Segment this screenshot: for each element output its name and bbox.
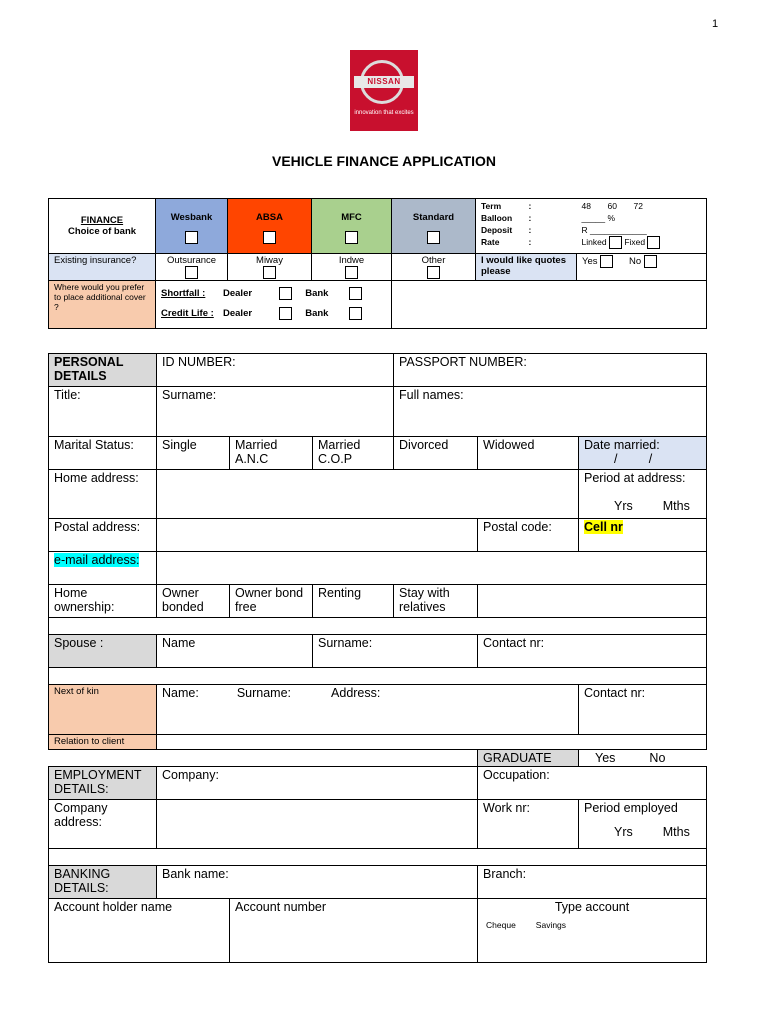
- credit-dealer-checkbox[interactable]: [279, 307, 292, 320]
- yrs-label: Yrs: [614, 825, 633, 839]
- dealer-label: Dealer: [223, 308, 253, 319]
- next-of-kin-field[interactable]: [157, 685, 579, 735]
- term-label: Term: [481, 201, 502, 211]
- finance-label-cell: [49, 199, 156, 254]
- surname-label: Surname:: [162, 388, 217, 402]
- application-form: [48, 353, 707, 963]
- id-number-label: ID NUMBER:: [162, 355, 236, 369]
- period-at-address-field[interactable]: [579, 470, 707, 519]
- bank-label: Standard: [412, 212, 455, 223]
- work-nr-label: Work nr:: [483, 801, 531, 815]
- existing-insurance-label: Existing insurance?: [49, 254, 156, 281]
- shortfall-bank-checkbox[interactable]: [349, 287, 362, 300]
- yes-label: Yes: [582, 256, 598, 268]
- no-label: No: [628, 256, 642, 268]
- ownership-blank[interactable]: [478, 585, 707, 618]
- relation-to-client-label: Relation to client: [49, 735, 157, 750]
- spouse-name-label: Name: [162, 636, 196, 650]
- ownership-renting[interactable]: Renting: [313, 585, 394, 618]
- postal-code-field[interactable]: [478, 519, 579, 552]
- id-number-field[interactable]: [157, 354, 394, 387]
- colon: :: [528, 201, 532, 211]
- spacer-row: [49, 618, 707, 635]
- full-names-label: Full names:: [399, 388, 464, 402]
- postal-address-label: Postal address:: [49, 519, 157, 552]
- graduate-no[interactable]: No: [649, 751, 666, 765]
- date-married-label: Date married:: [584, 438, 660, 452]
- shortfall-dealer-checkbox[interactable]: [279, 287, 292, 300]
- colon: :: [528, 213, 532, 223]
- balloon-value[interactable]: _____ %: [581, 213, 616, 223]
- terms-labels: [476, 199, 577, 254]
- nok-surname-label: Surname:: [236, 686, 292, 700]
- credit-bank-checkbox[interactable]: [349, 307, 362, 320]
- bank-option-wesbank[interactable]: [156, 199, 228, 254]
- bank-label: Bank: [305, 308, 329, 319]
- bank-option-standard[interactable]: [392, 199, 476, 254]
- outsurance-checkbox[interactable]: [185, 266, 198, 279]
- marital-widowed[interactable]: Widowed: [478, 437, 579, 470]
- quotes-options: [577, 254, 707, 281]
- insurer-other[interactable]: [392, 254, 476, 281]
- period-employed-label: Period employed: [584, 801, 678, 815]
- logo-brand: NISSAN: [354, 76, 414, 88]
- marital-married-cop[interactable]: Married C.O.P: [313, 437, 394, 470]
- terms-values: [577, 199, 707, 254]
- graduate-yes[interactable]: Yes: [595, 751, 616, 765]
- account-number-label: Account number: [235, 900, 327, 914]
- credit-life-label: Credit Life :: [161, 308, 214, 319]
- wesbank-checkbox[interactable]: [185, 231, 198, 244]
- finance-label: FINANCE: [80, 215, 124, 226]
- mths-label: Mths: [662, 825, 690, 839]
- quotes-yes-checkbox[interactable]: [600, 255, 613, 268]
- surname-field[interactable]: [157, 387, 394, 437]
- nok-contact-label: Contact nr:: [584, 686, 646, 700]
- rate-fixed-label: Fixed: [624, 237, 646, 247]
- company-field[interactable]: [157, 767, 478, 800]
- nok-address-label: Address:: [331, 686, 381, 700]
- indwe-checkbox[interactable]: [345, 266, 358, 279]
- account-number-field[interactable]: [230, 899, 478, 963]
- absa-checkbox[interactable]: [263, 231, 276, 244]
- shortfall-label: Shortfall :: [161, 288, 206, 299]
- next-of-kin-label: Next of kin: [49, 685, 157, 735]
- type-account-field[interactable]: [478, 899, 707, 963]
- home-address-label: Home address:: [49, 470, 157, 519]
- fixed-checkbox[interactable]: [647, 236, 660, 249]
- work-nr-field[interactable]: [478, 800, 579, 849]
- cover-blank[interactable]: [392, 281, 707, 329]
- cover-question: Where would you prefer to place additional cover ?: [49, 281, 156, 329]
- period-employed-field[interactable]: [579, 800, 707, 849]
- bank-label: Bank: [305, 288, 329, 299]
- ownership-owner-bonded[interactable]: Owner bonded: [157, 585, 230, 618]
- insurer-label: Miway: [256, 255, 283, 266]
- dealer-label: Dealer: [223, 288, 253, 299]
- graduate-gap: [49, 750, 478, 767]
- period-at-address-label: Period at address:: [584, 471, 686, 485]
- company-address-label: Company address:: [49, 800, 157, 849]
- deposit-value[interactable]: R ____________: [581, 225, 647, 235]
- graduate-label: GRADUATE: [478, 750, 579, 767]
- occupation-field[interactable]: [478, 767, 707, 800]
- full-names-field[interactable]: [394, 387, 707, 437]
- ownership-stay-with-relatives[interactable]: Stay with relatives: [394, 585, 478, 618]
- colon: :: [528, 237, 532, 247]
- spouse-contact-field[interactable]: [478, 635, 707, 668]
- bank-name-field[interactable]: [157, 866, 478, 899]
- rate-label: Rate: [481, 237, 500, 247]
- quotes-label: I would like quotes please: [476, 254, 577, 281]
- bank-label: MFC: [341, 212, 362, 223]
- company-label: Company:: [162, 768, 219, 782]
- deposit-label: Deposit: [481, 225, 513, 235]
- nok-name-label: Name:: [162, 686, 199, 700]
- spouse-label: Spouse :: [49, 635, 157, 668]
- spouse-name-field[interactable]: [157, 635, 313, 668]
- bank-name-label: Bank name:: [162, 867, 229, 881]
- quotes-no-checkbox[interactable]: [644, 255, 657, 268]
- linked-checkbox[interactable]: [609, 236, 622, 249]
- date-married-field[interactable]: [579, 437, 707, 470]
- term-values[interactable]: 48 60 72: [581, 201, 643, 211]
- spouse-surname-label: Surname:: [318, 636, 373, 650]
- passport-number-label: PASSPORT NUMBER:: [399, 355, 527, 369]
- home-ownership-label: Home ownership:: [49, 585, 157, 618]
- insurer-label: Indwe: [338, 255, 365, 266]
- ownership-owner-bond-free[interactable]: Owner bond free: [230, 585, 313, 618]
- banking-details-header: BANKING DETAILS:: [49, 866, 157, 899]
- insurer-label: Other: [421, 255, 446, 266]
- page-number: 1: [712, 18, 719, 30]
- marital-single[interactable]: Single: [157, 437, 230, 470]
- email-field[interactable]: [157, 552, 707, 585]
- nissan-logo: [350, 50, 418, 131]
- finance-table: [48, 198, 707, 329]
- title-field[interactable]: [49, 387, 157, 437]
- graduate-options[interactable]: [579, 750, 707, 767]
- email-label-cell: [49, 552, 157, 585]
- mfc-checkbox[interactable]: [345, 231, 358, 244]
- company-address-field[interactable]: [157, 800, 478, 849]
- page-title: VEHICLE FINANCE APPLICATION: [271, 153, 496, 169]
- passport-number-field[interactable]: [394, 354, 707, 387]
- bank-label: Wesbank: [170, 212, 213, 223]
- bank-label: ABSA: [256, 212, 283, 223]
- yrs-label: Yrs: [614, 499, 633, 513]
- rate-linked-label: Linked: [581, 237, 607, 247]
- bank-option-mfc[interactable]: [312, 199, 392, 254]
- branch-field[interactable]: [478, 866, 707, 899]
- type-account-label: Type account: [554, 900, 630, 914]
- nok-contact-field[interactable]: [579, 685, 707, 735]
- branch-label: Branch:: [483, 867, 527, 881]
- insurer-label: Outsurance: [166, 255, 217, 266]
- marital-divorced[interactable]: Divorced: [394, 437, 478, 470]
- cheque-option[interactable]: Cheque: [486, 920, 516, 930]
- spouse-surname-field[interactable]: [313, 635, 478, 668]
- colon: :: [528, 225, 532, 235]
- account-holder-label: Account holder name: [54, 900, 173, 914]
- balloon-label: Balloon: [481, 213, 513, 223]
- logo-tagline: innovation that excites: [354, 110, 414, 116]
- marital-married-anc[interactable]: Married A.N.C: [230, 437, 313, 470]
- spouse-contact-label: Contact nr:: [483, 636, 545, 650]
- finance-sublabel: Choice of bank: [67, 226, 137, 237]
- relation-to-client-field[interactable]: [157, 735, 707, 750]
- postal-code-label: Postal code:: [483, 520, 552, 534]
- other-checkbox[interactable]: [427, 266, 440, 279]
- cover-options: [156, 281, 392, 329]
- marital-status-label: Marital Status:: [49, 437, 157, 470]
- bank-option-absa[interactable]: [228, 199, 312, 254]
- postal-address-field[interactable]: [157, 519, 478, 552]
- miway-checkbox[interactable]: [263, 266, 276, 279]
- standard-checkbox[interactable]: [427, 231, 440, 244]
- savings-option[interactable]: Savings: [535, 920, 567, 930]
- cell-nr-field[interactable]: [579, 519, 707, 552]
- spacer-row: [49, 668, 707, 685]
- insurer-outsurance[interactable]: [156, 254, 228, 281]
- account-holder-field[interactable]: [49, 899, 230, 963]
- personal-details-header: PERSONAL DETAILS: [49, 354, 157, 387]
- spacer-row: [49, 849, 707, 866]
- date-married-slashes: / /: [614, 452, 653, 466]
- occupation-label: Occupation:: [483, 768, 550, 782]
- mths-label: Mths: [662, 499, 690, 513]
- cell-nr-label: Cell nr: [584, 520, 623, 534]
- insurer-indwe[interactable]: [312, 254, 392, 281]
- home-address-field[interactable]: [157, 470, 579, 519]
- employment-details-header: EMPLOYMENT DETAILS:: [49, 767, 157, 800]
- insurer-miway[interactable]: [228, 254, 312, 281]
- title-label: Title:: [54, 388, 81, 402]
- email-label: e-mail address:: [54, 553, 140, 567]
